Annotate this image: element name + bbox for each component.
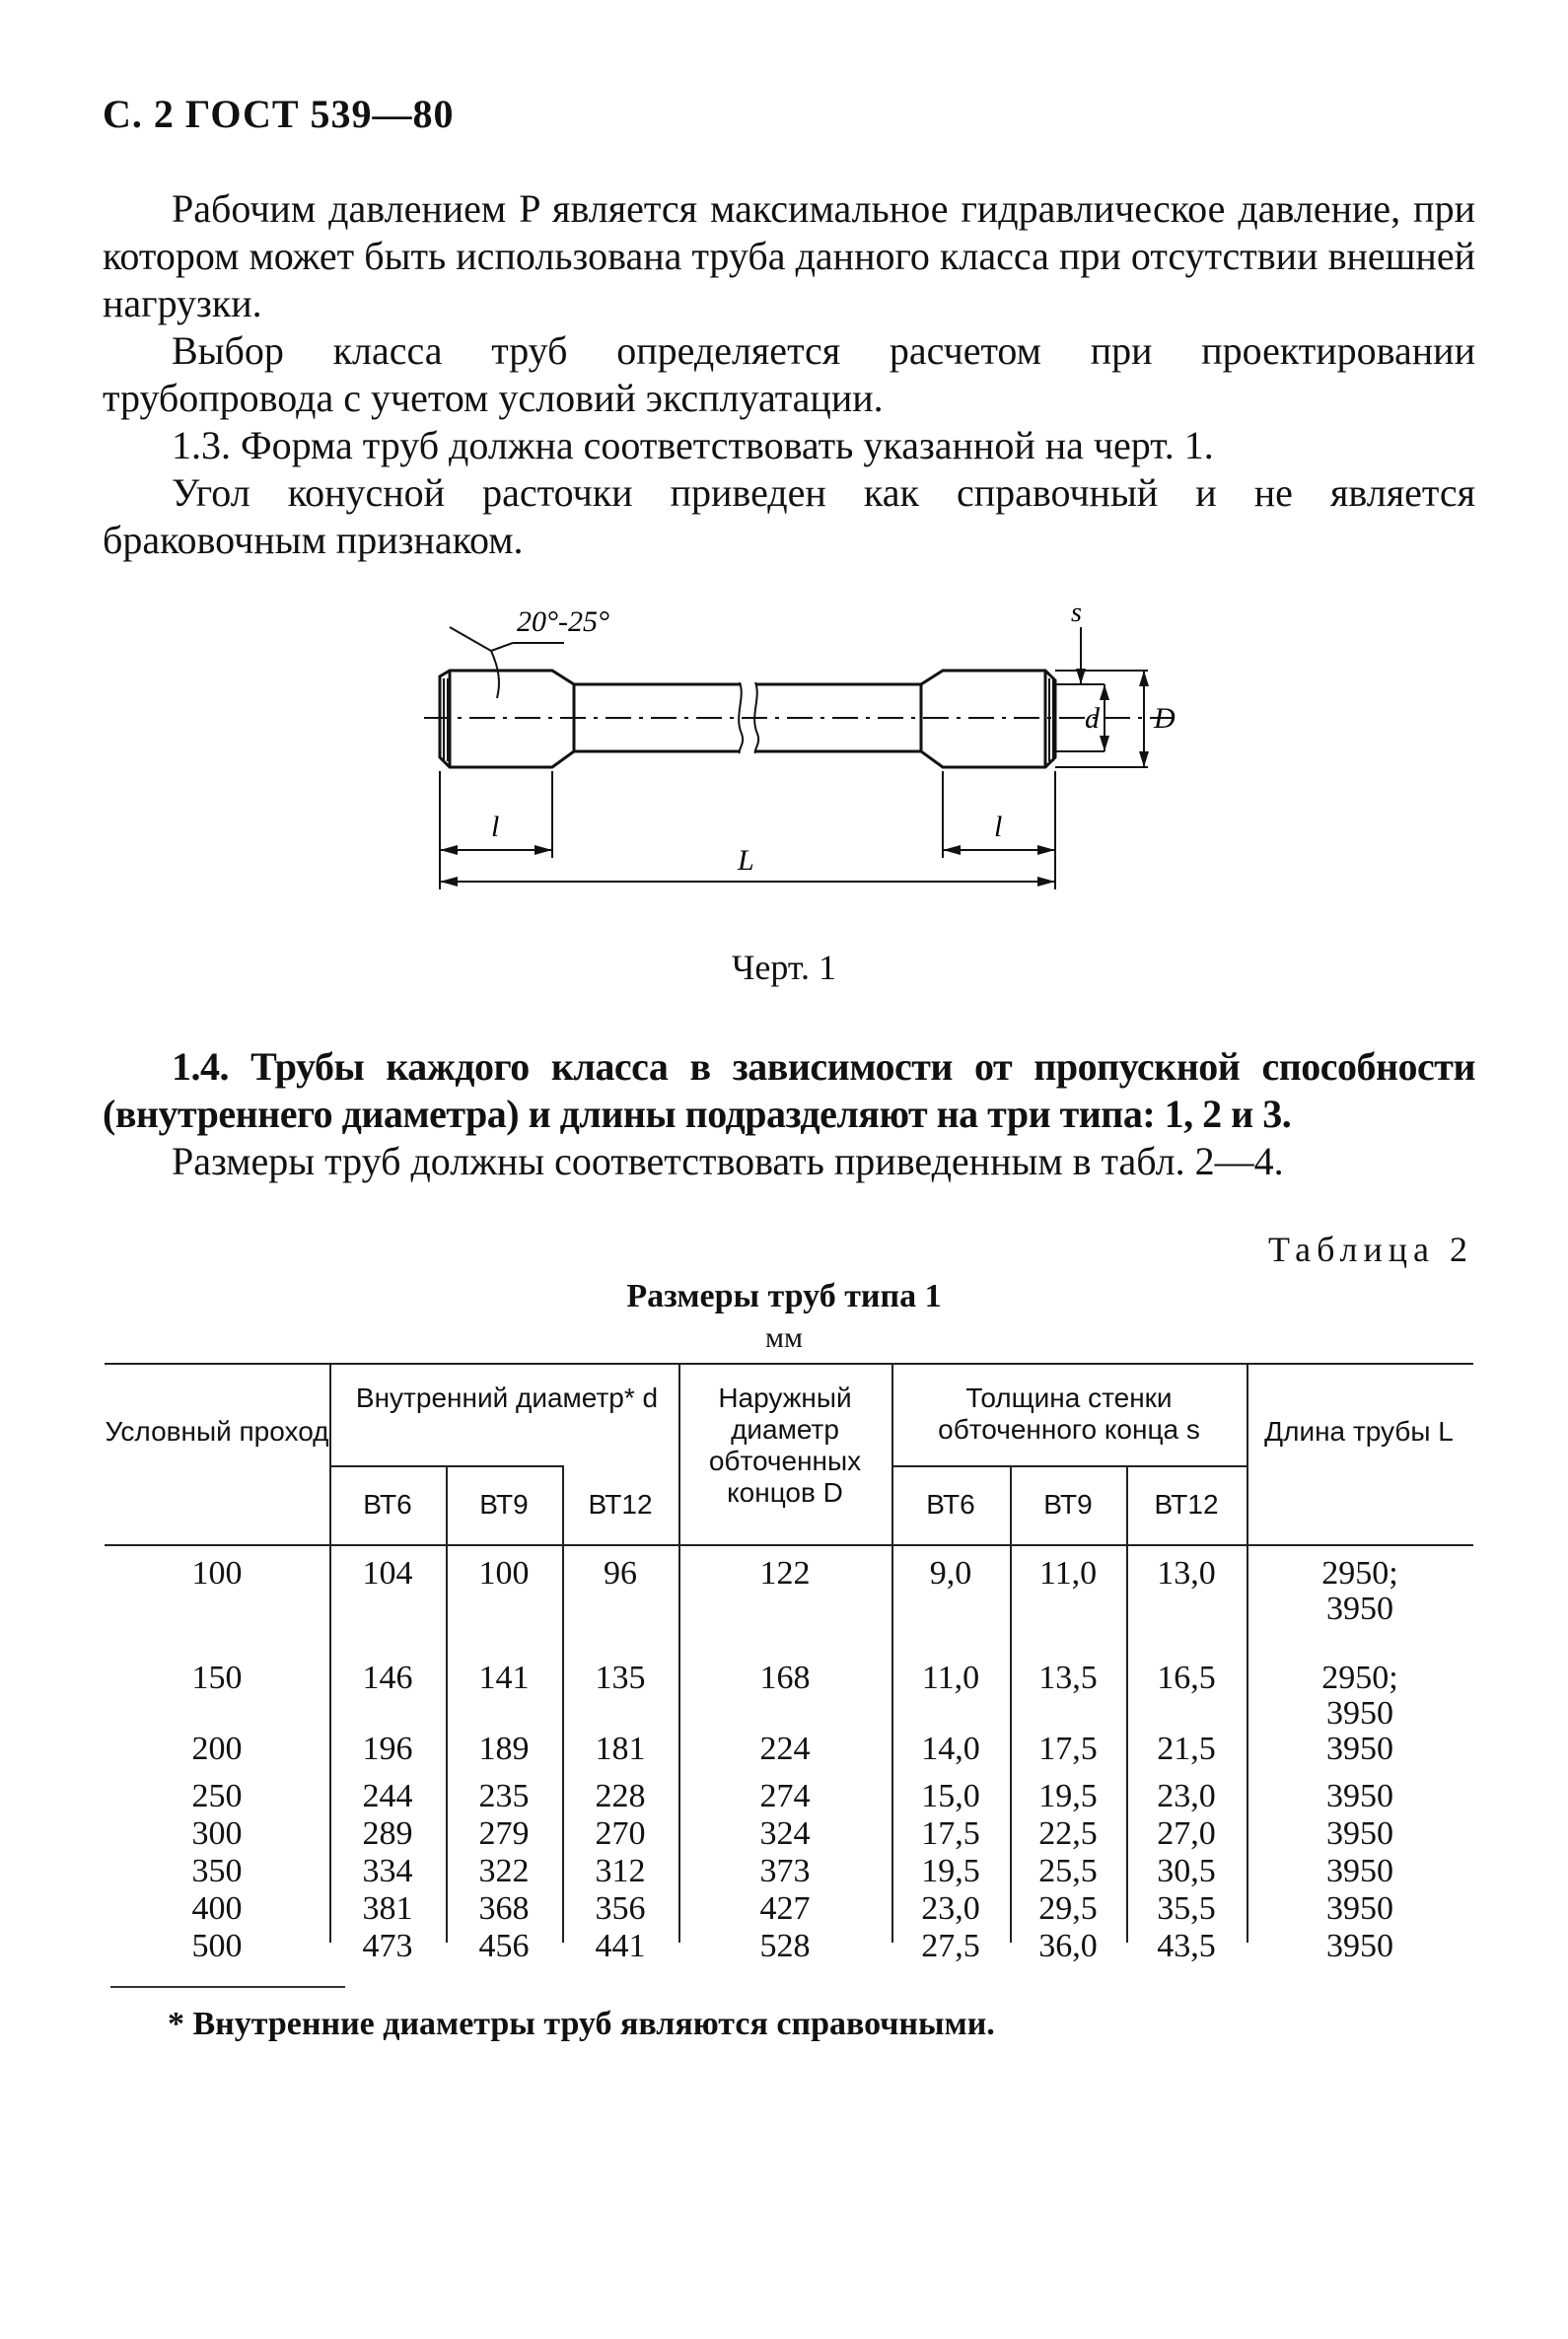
table-cell: 350 — [191, 1853, 243, 1889]
table-cell: 2950; — [1321, 1555, 1398, 1592]
table-cell: 141 — [478, 1660, 530, 1696]
header-inner-diameter: Внутренний диаметр* d — [355, 1382, 659, 1413]
table-cell: 25,5 — [1038, 1853, 1098, 1889]
paragraph-sizes: Размеры труб должны соответствовать приведенным в табл. 2—4. — [172, 1139, 1284, 1183]
table-cell: 9,0 — [929, 1555, 972, 1592]
footnote: * Внутренние диаметры труб являются справочными. — [168, 2006, 995, 2042]
table-cell: 22,5 — [1038, 1815, 1098, 1852]
table-cell: 35,5 — [1157, 1890, 1216, 1927]
table-cell: 135 — [595, 1660, 646, 1696]
table-cell: 334 — [362, 1853, 413, 1889]
table-cell: 19,5 — [1038, 1778, 1098, 1814]
header-wall-thickness: Толщина стенки обточенного конца s — [938, 1382, 1200, 1445]
table-cell: 189 — [478, 1731, 530, 1767]
table-cell: 17,5 — [1038, 1731, 1098, 1767]
D-label: D — [1154, 702, 1176, 735]
table-cell: 244 — [362, 1778, 413, 1814]
table-cell: 456 — [478, 1928, 530, 1964]
table-cell: 36,0 — [1038, 1928, 1098, 1964]
table-cell-length-second: 3950 — [1326, 1695, 1393, 1732]
table-cell: 373 — [759, 1853, 811, 1889]
table-cell: 368 — [478, 1890, 530, 1927]
table-number: Таблица 2 — [1268, 1230, 1473, 1269]
paragraph-class-selection: Выбор класса труб определяется расчетом при проектировании трубопровода с учетом условий эксплуатации. — [103, 328, 1475, 420]
header-pipe-length: Длина трубы L — [1264, 1416, 1454, 1447]
table-cell: 14,0 — [921, 1731, 980, 1767]
table-cell: 23,0 — [921, 1890, 980, 1927]
table-cell: 270 — [595, 1815, 646, 1852]
table-units: мм — [765, 1321, 803, 1354]
header-bt6-b: ВТ6 — [926, 1489, 975, 1520]
table-cell: 23,0 — [1157, 1778, 1216, 1814]
table-cell: 441 — [595, 1928, 646, 1964]
pipe-drawing — [414, 588, 1183, 913]
table-cell: 200 — [191, 1731, 243, 1767]
d-label: d — [1085, 702, 1100, 735]
table-cell: 3950 — [1326, 1815, 1393, 1852]
table-cell: 473 — [362, 1928, 413, 1964]
table-cell: 27,5 — [921, 1928, 980, 1964]
figure-caption: Черт. 1 — [732, 948, 836, 987]
table-cell: 43,5 — [1157, 1928, 1216, 1964]
table-cell: 279 — [478, 1815, 530, 1852]
table-cell: 104 — [362, 1555, 413, 1592]
header-bt12-b: ВТ12 — [1154, 1489, 1219, 1520]
l-left-label: l — [491, 811, 500, 843]
angle-label: 20°-25° — [517, 605, 609, 638]
table-cell: 196 — [362, 1731, 413, 1767]
paragraph-working-pressure: Рабочим давлением P является максимальное гидравлическое давление, при котором может быть использована труба данного класса при отсутствии внешней нагрузки. — [103, 186, 1475, 325]
table-cell: 500 — [191, 1928, 243, 1964]
table-cell: 3950 — [1326, 1778, 1393, 1814]
table-cell: 27,0 — [1157, 1815, 1216, 1852]
table-cell: 3950 — [1326, 1731, 1393, 1767]
table-cell: 2950; — [1321, 1660, 1398, 1696]
table-title: Размеры труб типа 1 — [626, 1278, 942, 1314]
s-label: s — [1071, 598, 1082, 628]
table-cell: 11,0 — [1038, 1555, 1098, 1592]
table-cell: 146 — [362, 1660, 413, 1696]
page-header: С. 2 ГОСТ 539—80 — [103, 92, 455, 136]
table-cell: 427 — [759, 1890, 811, 1927]
table-cell: 29,5 — [1038, 1890, 1098, 1927]
table-cell: 19,5 — [921, 1853, 980, 1889]
table-cell: 381 — [362, 1890, 413, 1927]
table-cell: 3950 — [1326, 1890, 1393, 1927]
paragraph-1-4: 1.4. Трубы каждого класса в зависимости от пропускной способности (внутреннего диаметра) и длины подразделяют на три типа: 1, 2 и 3. — [103, 1044, 1475, 1136]
footnote-rule — [110, 1986, 345, 1988]
table-cell: 13,5 — [1038, 1660, 1098, 1696]
table-cell: 224 — [759, 1731, 811, 1767]
table-cell: 235 — [478, 1778, 530, 1814]
table-cell: 17,5 — [921, 1815, 980, 1852]
table-cell: 312 — [595, 1853, 646, 1889]
table-cell: 96 — [604, 1555, 637, 1592]
table-cell: 100 — [191, 1555, 243, 1592]
table-cell: 15,0 — [921, 1778, 980, 1814]
table-cell: 168 — [759, 1660, 811, 1696]
table-cell: 100 — [478, 1555, 530, 1592]
table-cell: 322 — [478, 1853, 530, 1889]
table-cell: 228 — [595, 1778, 646, 1814]
table-cell: 122 — [759, 1555, 811, 1592]
table-cell: 3950 — [1326, 1853, 1393, 1889]
table-cell: 3950 — [1326, 1928, 1393, 1964]
header-outer-diameter: Наружный диаметр обточенных концов D — [708, 1382, 862, 1508]
table-cell: 21,5 — [1157, 1731, 1216, 1767]
header-bt6-a: ВТ6 — [363, 1489, 412, 1520]
header-nominal-bore: Условный проход — [105, 1416, 329, 1447]
table-cell: 30,5 — [1157, 1853, 1216, 1889]
table-cell: 528 — [759, 1928, 811, 1964]
table-cell: 274 — [759, 1778, 811, 1814]
table-cell: 16,5 — [1157, 1660, 1216, 1696]
table-cell: 11,0 — [921, 1660, 980, 1696]
table-cell: 300 — [191, 1815, 243, 1852]
header-bt9-b: ВТ9 — [1043, 1489, 1093, 1520]
L-label: L — [738, 844, 754, 877]
table-cell: 324 — [759, 1815, 811, 1852]
header-bt9-a: ВТ9 — [479, 1489, 529, 1520]
l-right-label: l — [994, 811, 1003, 843]
paragraph-cone-angle: Угол конусной расточки приведен как справочный и не является браковочным признаком. — [103, 470, 1475, 562]
table-cell: 13,0 — [1157, 1555, 1216, 1592]
table-cell: 356 — [595, 1890, 646, 1927]
paragraph-1-3: 1.3. Форма труб должна соответствовать указанной на черт. 1. — [172, 423, 1214, 467]
table-cell: 250 — [191, 1778, 243, 1814]
table-cell: 150 — [191, 1660, 243, 1696]
table-cell: 289 — [362, 1815, 413, 1852]
table-cell-length-second: 3950 — [1326, 1591, 1393, 1627]
pipe-size-table — [105, 1363, 1473, 1964]
table-cell: 400 — [191, 1890, 243, 1927]
table-cell: 181 — [595, 1731, 646, 1767]
header-bt12-a: ВТ12 — [588, 1489, 653, 1520]
